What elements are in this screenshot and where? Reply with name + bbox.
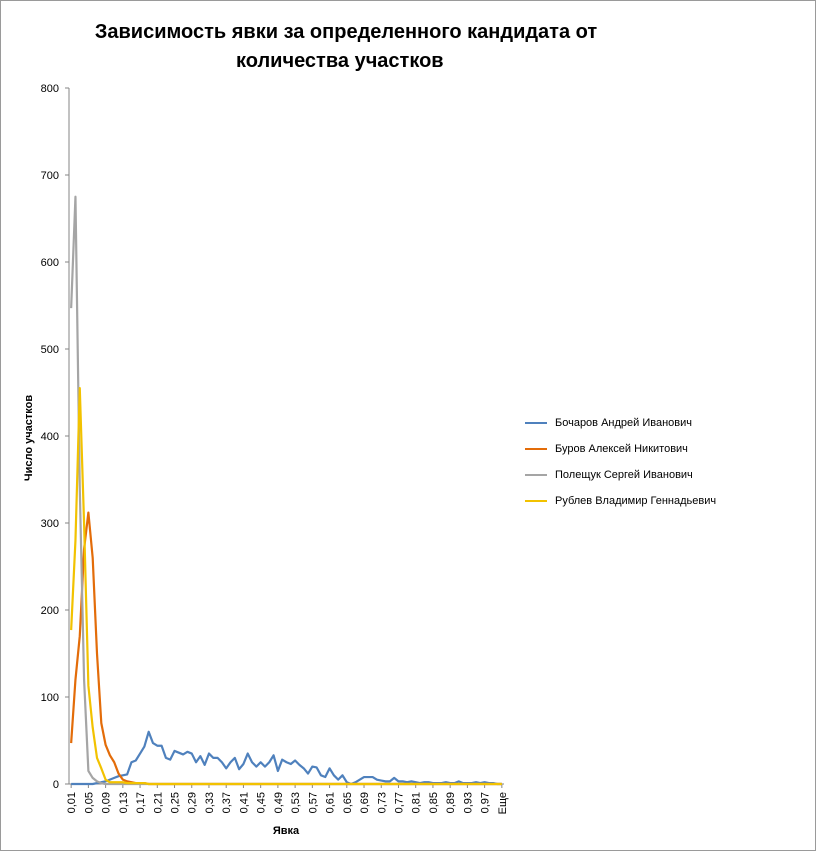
x-axis <box>66 784 509 814</box>
y-tick-label: 100 <box>40 692 59 704</box>
chart-legend <box>525 415 716 519</box>
x-tick-label: 0,05 <box>83 792 96 814</box>
y-axis-label: Число участков <box>23 394 35 482</box>
x-tick-label: 0,73 <box>376 792 389 814</box>
legend-swatch <box>525 500 547 502</box>
y-tick-label: 200 <box>40 605 59 617</box>
legend-swatch <box>525 448 547 450</box>
y-tick-label: 0 <box>52 779 59 791</box>
series-line-1 <box>71 732 502 784</box>
x-tick-label: 0,21 <box>152 792 165 814</box>
y-tick-label: 700 <box>40 170 59 182</box>
x-tick-label: 0,53 <box>290 792 303 814</box>
x-tick-label: 0,45 <box>255 792 268 814</box>
legend-label: Бочаров Андрей Иванович <box>555 417 693 429</box>
x-tick-label: 0,49 <box>272 792 285 814</box>
legend-label: Рублев Владимир Геннадьевич <box>555 495 717 507</box>
series-line-4 <box>71 388 502 784</box>
legend-item <box>525 493 716 519</box>
x-tick-label: 0,13 <box>117 792 130 814</box>
x-tick-label: 0,77 <box>393 792 406 814</box>
x-tick-label: 0,65 <box>341 792 354 814</box>
x-tick-label: 0,29 <box>186 792 199 814</box>
x-tick-label: 0,37 <box>221 792 234 814</box>
y-tick-label: 800 <box>40 83 59 95</box>
series-lines <box>71 197 502 784</box>
y-tick-label: 500 <box>40 344 59 356</box>
y-tick-label: 300 <box>40 518 59 530</box>
series-line-3 <box>71 197 502 784</box>
x-tick-label: 0,89 <box>445 792 458 814</box>
legend-item <box>525 467 716 493</box>
x-tick-label: Еще <box>496 792 509 815</box>
x-tick-label: 0,81 <box>410 792 423 814</box>
x-tick-label: 0,25 <box>169 792 182 814</box>
legend-item <box>525 441 716 467</box>
x-tick-label: 0,57 <box>307 792 320 814</box>
legend-swatch <box>525 474 547 476</box>
x-tick-label: 0,01 <box>66 792 79 814</box>
x-tick-label: 0,17 <box>135 792 148 814</box>
x-tick-label: 0,69 <box>359 792 372 814</box>
y-tick-label: 600 <box>40 257 59 269</box>
x-tick-label: 0,41 <box>238 792 251 814</box>
x-tick-label: 0,61 <box>324 792 337 814</box>
x-tick-label: 0,33 <box>203 792 216 814</box>
x-tick-label: 0,85 <box>427 792 440 814</box>
x-tick-label: 0,09 <box>100 792 113 814</box>
chart-title-line-2: количества участков <box>236 50 444 72</box>
y-axis <box>41 83 69 791</box>
chart-title-line-1: Зависимость явки за определенного кандидата от <box>94 21 598 43</box>
x-tick-label: 0,93 <box>462 792 475 814</box>
legend-item <box>525 415 716 441</box>
legend-label: Полещук Сергей Иванович <box>555 469 693 481</box>
legend-label: Буров Алексей Никитович <box>555 443 688 455</box>
x-tick-label: 0,97 <box>479 792 492 814</box>
x-axis-label: Явка <box>272 825 300 837</box>
series-line-2 <box>71 513 502 784</box>
y-tick-label: 400 <box>40 431 59 443</box>
legend-swatch <box>525 422 547 424</box>
